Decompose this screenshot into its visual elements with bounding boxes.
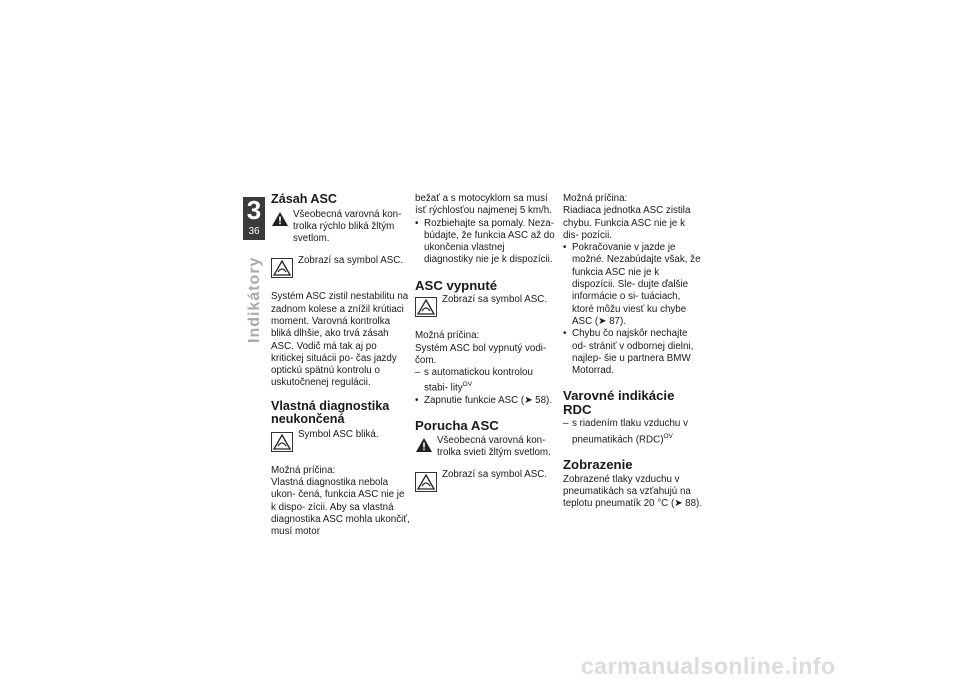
list-item: – s automatickou kontrolou stabi- lity$^{OV}$ [415, 367, 533, 394]
column-2 [415, 193, 555, 495]
paragraph: Systém ASC bol vypnutý vodi- čom. [415, 342, 547, 366]
warning-text: Všeobecná varovná kon- trolka svieti žltým svetlom. [437, 434, 551, 459]
list-item: – s riadením tlaku vzduchu v pneumatikách (RDC)$^{OV}$ [563, 418, 688, 446]
page-reference-arrow-icon: ➤ [598, 315, 607, 327]
cause-label: Možná príčina: [271, 464, 336, 476]
page-reference-arrow-icon: ➤ [524, 395, 533, 407]
indicator-note [271, 429, 411, 455]
warning-triangle-icon [271, 211, 289, 231]
warning-note [415, 435, 555, 460]
indicator-text: Symbol ASC bliká. [298, 428, 379, 440]
asc-symbol-icon [415, 297, 437, 317]
list-item: • Chybu čo najskôr nechajte od- strániť v odbornej dielni, najlep- šie u partnera BMW Motorrad. [563, 328, 694, 377]
indicator-text: Zobrazí sa symbol ASC. [442, 294, 548, 306]
warning-triangle-icon [415, 437, 433, 457]
paragraph: Zobrazené tlaky vzduchu v pneumatikách sa vzťahujú na teplotu pneumatík 20 °C (➤ 88). [563, 473, 703, 510]
list-item: • Pokračovanie v jazde je možné. Nezabúdajte však, že funkcia ASC nie je k dispozícii. Sle- dujte ďalšie informácie o si- tuáciach, ktoré môžu viesť ku chybe ASC (➤ 87). [563, 242, 701, 327]
column-3 [563, 193, 703, 511]
paragraph: Vlastná diagnostika nebola ukon- čená, funkcia ASC nie je k dispo- zícii. Aby sa vlastná diagnostika ASC mohla ukončiť, musí motor [271, 477, 410, 538]
indicator-note [415, 294, 555, 320]
chapter-number: 3 [246, 195, 262, 225]
cause-label: Možná príčina: [415, 330, 480, 342]
cause-label: Možná príčina: [563, 193, 628, 204]
indicator-text: Zobrazí sa symbol ASC. [442, 469, 548, 481]
watermark: carmanualsonline.info [581, 653, 836, 679]
heading-self-diagnosis: Vlastná diagnostika neukončená [271, 398, 390, 427]
asc-symbol-icon [271, 258, 293, 278]
paragraph: Riadiaca jednotka ASC zistila chybu. Funkcia ASC nie je k dis- pozícii. [563, 205, 691, 241]
warning-text: Všeobecná varovná kon- trolka rýchlo bliká žltým svetlom. [293, 208, 402, 245]
heading-asc-off: ASC vypnuté [415, 277, 498, 293]
list-item: • Zapnutie funkcie ASC (➤ 58). [415, 395, 553, 407]
page-reference-arrow-icon: ➤ [674, 498, 683, 510]
asc-symbol-icon [415, 472, 437, 492]
heading-asc-intervention: Zásah ASC [271, 192, 338, 206]
paragraph-continued: bežať a s motocyklom sa musí ísť rýchlosťou najmenej 5 km/h. [415, 193, 552, 217]
warning-note [271, 209, 411, 246]
list-item: • Rozbiehajte sa pomaly. Neza- búdajte, že funkcia ASC až do ukončenia vlastnej diagnostiky nie je k dispozícii. [415, 217, 555, 266]
chapter-title: Indikátory [246, 256, 263, 343]
page-number: 36 [248, 226, 260, 237]
column-1 [271, 193, 411, 539]
heading-display: Zobrazenie [563, 457, 633, 473]
indicator-note [271, 255, 411, 281]
indicator-text: Zobrazí sa symbol ASC. [298, 255, 404, 267]
heading-rdc-warnings: Varovné indikácie RDC [563, 388, 675, 417]
asc-symbol-icon [271, 432, 293, 452]
paragraph: Systém ASC zistil nestabilitu na zadnom kolese a znížil krútiaci moment. Varovná kontrolka bliká dlhšie, ako trvá zásah ASC. Vodič má tak aj po kritickej situácii po- čas jazdy optickú spätnú kontrolu o uskutočnenej regulácii. [271, 291, 409, 389]
heading-asc-fault: Porucha ASC [415, 418, 499, 434]
indicator-note [415, 469, 555, 495]
